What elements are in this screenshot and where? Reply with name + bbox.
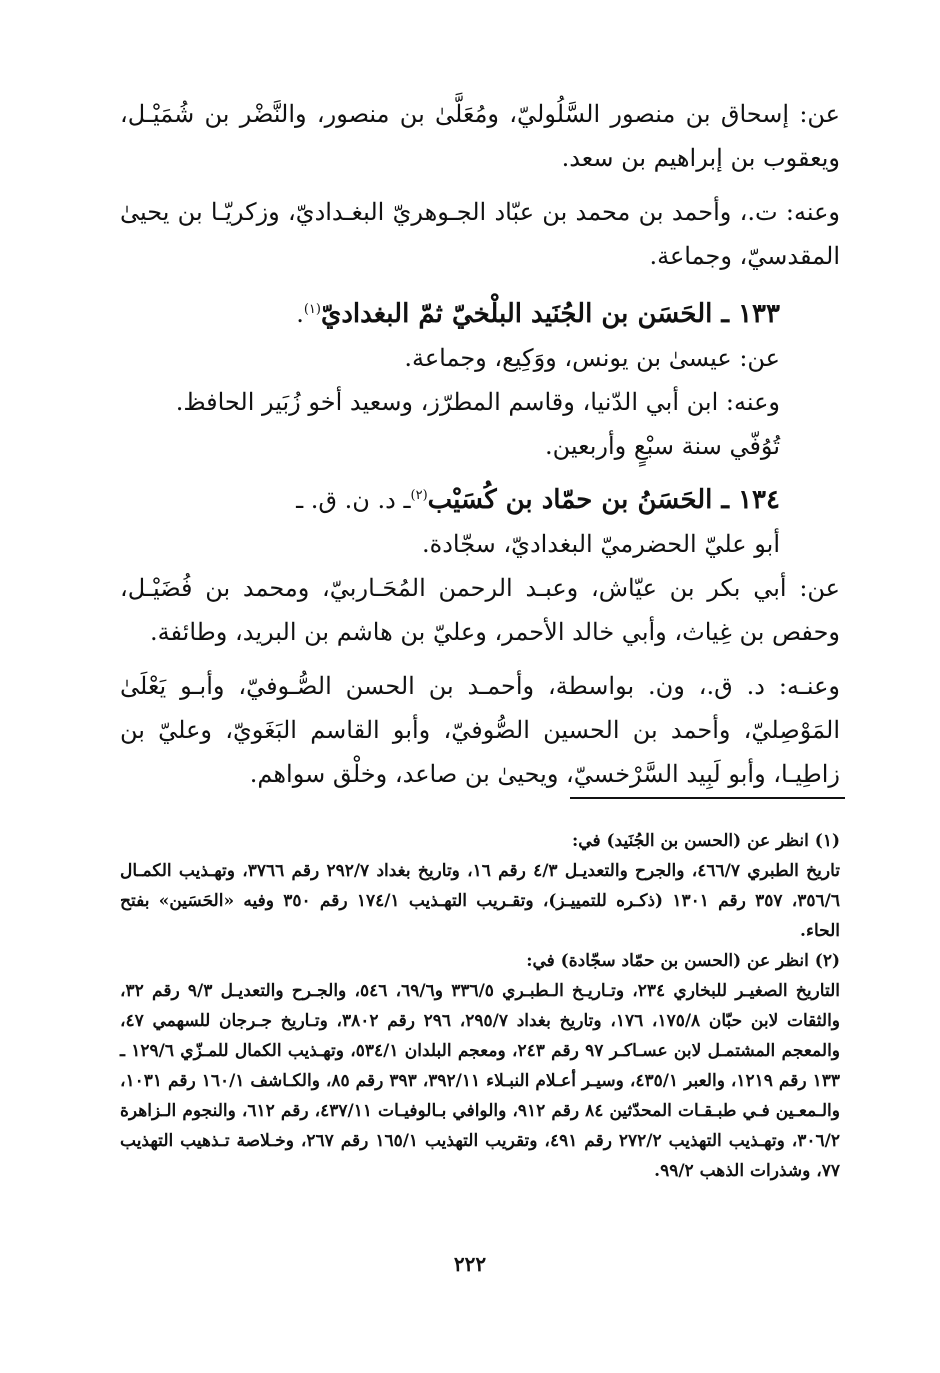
entry-134-line-to: وعنـه: د. ق.، ون. بواسطة، وأحمـد بن الحسن الصُّـوفيّ، وأبـو يَعْلَىٰ المَوْصِليّ، وأحمد بن الحسين الصُّوفيّ، وأبو القاسم البَغَويّ، وعليّ بن زاطِيـا، وأبو لَبِيد السَّرْخسيّ، ويحيىٰ بن صاعد، وخلْق سواهم.: [120, 672, 840, 788]
entry-134-title: ١٣٤ ـ الحَسَنُ بن حمّاد بن كُسَيْب: [427, 485, 780, 515]
main-text: [120, 92, 840, 796]
footnote-2-body: التاريخ الصغيـر للبخاري ٢٣٤، وتـاريـخ الـطبـري ٣٣٦/٥ و٦٩/٦، ٥٤٦، والجـرح والتعديـل ٩/٣ رقم ٣٢، والثقات لابن حبّان ١٧٥/٨، ١٧٦، وتاريخ بغداد ٢٩٥/٧، ٢٩٦ رقم ٣٨٠٢، وتـاريخ جـرجان للسهمي ٤٧، والمعجم المشتمـل لابن عسـاكـر ٩٧ رقم ٢٤٣، ومعجم البلدان ٥٣٤/١، وتهـذيب الكمال للمـزّي ١٢٩/٦ ـ ١٣٣ رقم ١٢١٩، والعبر ٤٣٥/١، وسيـر أعـلام النبـلاء ٣٩٢/١١، ٣٩٣ رقم ٨٥، والكـاشف ١٦٠/١ رقم ١٠٣١، والـمعـين فـي طبـقـات المحدّثين ٨٤ رقم ٩١٢، والوافي بـالوفيـات ٤٣٧/١١، رقم ٦١٢، والنجوم الـزاهرة ٣٠٦/٢، وتهـذيب التهذيب ٢٧٢/٢ رقم ٤٩١، وتقريب التهذيب ١٦٥/١ رقم ٢٦٧، وخـلاصة تـذهيب التهذيب ٧٧، وشذرات الذهب ٩٩/٢.: [120, 981, 841, 1181]
footnote-1-body: تاريخ الطبري ٤٦٦/٧، والجرح والتعديـل ٤/٣ رقم ١٦، وتاريخ بغداد ٢٩٢/٧ رقم ٣٧٦٦، وتهـذيب الكمـال ٣٥٦/٦، ٣٥٧ رقم ١٣٠١ (ذكـره للتمييـز)، وتقـريب التهـذيب ١٧٤/١ رقم ٣٥٠ وفيه «الحَسَين» بفتح الحاء.: [120, 861, 840, 941]
entry-134-line-from: عن: أبي بكر بن عيّاش، وعبـد الرحمن المُحَـاربيّ، ومحمد بن فُضَيْـل، وحفص بن غِياث، وأبي خالد الأحمر، وعليّ بن هاشم بن البريد، وطائفة.: [120, 574, 840, 646]
entry-133-title: ١٣٣ ـ الحَسَن بن الجُنَيد البلْخيّ ثمّ البغداديّ: [320, 299, 780, 329]
entry-133-heading: [120, 288, 840, 336]
entry-134-heading: [120, 474, 840, 522]
paragraph-narrators-from: عن: إسحاق بن منصور السَّلُوليّ، ومُعَلَّىٰ بن منصور، والنَّضْر بن شُمَيْـل، ويعقوب بن إبراهيم بن سعد.: [120, 100, 840, 172]
footnote-1-head: (١) انظر عن (الحسن بن الجُنَيد) في:: [572, 831, 840, 851]
entry-133-line-to: وعنه: ابن أبي الدّنيا، وقاسم المطرّز، وسعيد أخو زُبَير الحافظ.: [175, 388, 780, 416]
footnotes: [120, 826, 840, 1186]
paragraph-narrators-to: وعنه: ت.، وأحمد بن محمد بن عبّاد الجـوهريّ البغـداديّ، وزكريّـا بن يحيىٰ المقدسيّ، وجماعة.: [120, 198, 840, 270]
footnote-ref-2: (٢): [410, 488, 428, 503]
entry-133-line-from: عن: عيسىٰ بن يونس، ووَكِيع، وجماعة.: [404, 344, 780, 372]
footnote-divider: [570, 797, 845, 799]
footnote-2-head: (٢) انظر عن (الحسن بن حمّاد سجّادة) في:: [526, 951, 840, 971]
page-number: ٢٢٢: [453, 1252, 487, 1276]
entry-134-line-kunya: أبو عليّ الحضرميّ البغداديّ، سجّادة.: [421, 530, 780, 558]
entry-133-line-death: تُوُفّي سنة سبْعٍ وأربعين.: [544, 432, 780, 460]
entry-134-sigla: ـ د. ن. ق. ـ: [296, 486, 411, 514]
footnote-ref-1: (١): [303, 302, 321, 317]
entry-133-title-end: .: [296, 300, 304, 328]
